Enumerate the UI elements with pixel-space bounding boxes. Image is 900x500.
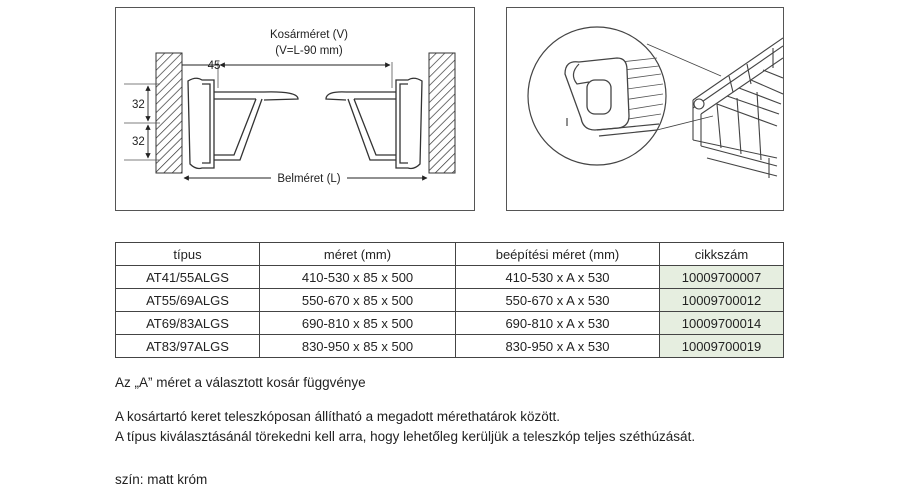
cell-install-size: 410-530 x A x 530 xyxy=(456,266,660,289)
inner-size-label: Belméret (L) xyxy=(277,173,341,185)
color-note: szín: matt króm xyxy=(115,472,208,487)
frame-hinge xyxy=(694,99,704,109)
left-cabinet-wall xyxy=(156,53,182,173)
table-row xyxy=(116,335,784,358)
basket-size-formula: (V=L-90 mm) xyxy=(275,45,343,57)
cell-install-size: 830-950 x A x 530 xyxy=(456,335,660,358)
header-type: típus xyxy=(116,243,260,266)
cell-type: AT69/83ALGS xyxy=(116,312,260,335)
cell-size: 690-810 x 85 x 500 xyxy=(260,312,456,335)
cell-part-number: 10009700012 xyxy=(660,289,784,312)
perspective-drawing-panel xyxy=(506,7,784,211)
detail-leader-bottom xyxy=(657,116,713,130)
cell-part-number: 10009700007 xyxy=(660,266,784,289)
right-bracket xyxy=(326,78,422,168)
header-install-size: beépítési méret (mm) xyxy=(456,243,660,266)
specification-table xyxy=(115,242,784,358)
offset-dim-label: 45 xyxy=(207,60,221,72)
a-dimension-note: Az „A” méret a választott kosár függvénye xyxy=(115,375,366,390)
cell-type: AT41/55ALGS xyxy=(116,266,260,289)
cell-part-number: 10009700014 xyxy=(660,312,784,335)
basket-size-label: Kosárméret (V) xyxy=(270,29,348,41)
cell-install-size: 690-810 x A x 530 xyxy=(456,312,660,335)
table-row xyxy=(116,266,784,289)
header-size: méret (mm) xyxy=(260,243,456,266)
table-row xyxy=(116,289,784,312)
header-part-number: cikkszám xyxy=(660,243,784,266)
left-bracket xyxy=(188,78,298,168)
dimension-drawing-panel xyxy=(115,7,475,211)
table-row xyxy=(116,312,784,335)
cell-size: 830-950 x 85 x 500 xyxy=(260,335,456,358)
detail-magnifier xyxy=(528,27,666,165)
dimension-drawing xyxy=(116,8,474,210)
cell-size: 550-670 x 85 x 500 xyxy=(260,289,456,312)
cell-size: 410-530 x 85 x 500 xyxy=(260,266,456,289)
cell-type: AT55/69ALGS xyxy=(116,289,260,312)
cell-install-size: 550-670 x A x 530 xyxy=(456,289,660,312)
height-dim-top-label: 32 xyxy=(132,99,145,111)
right-cabinet-wall xyxy=(429,53,455,173)
telescopic-note: A kosártartó keret teleszkóposan állítható a megadott mérethatárok között. xyxy=(115,409,560,424)
wire-basket-frame xyxy=(693,38,783,178)
height-dim-bottom-label: 32 xyxy=(132,136,145,148)
selection-note: A típus kiválasztásánál törekedni kell arra, hogy lehetőleg kerüljük a teleszkóp teljes széthúzását. xyxy=(115,429,696,444)
perspective-drawing xyxy=(507,8,783,210)
cell-type: AT83/97ALGS xyxy=(116,335,260,358)
table-header-row xyxy=(116,243,784,266)
cell-part-number: 10009700019 xyxy=(660,335,784,358)
